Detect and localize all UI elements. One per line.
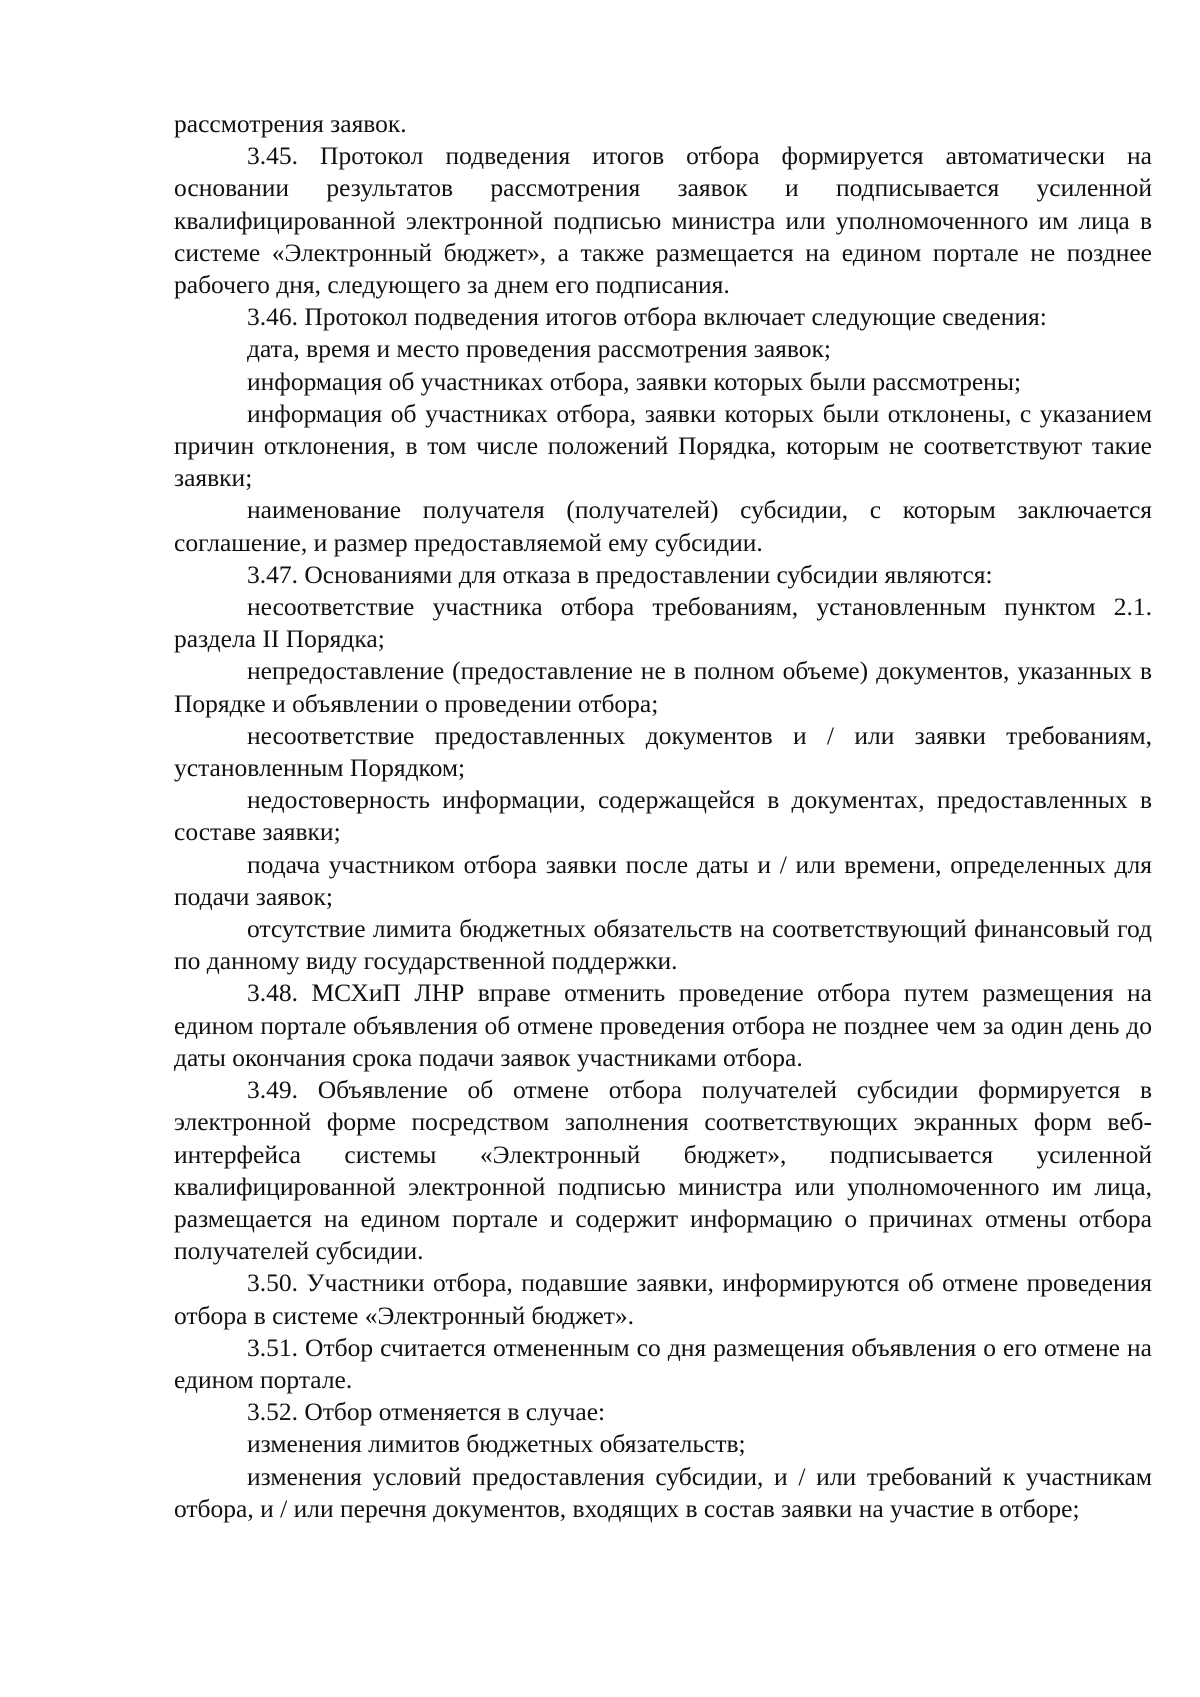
paragraph-continuation: рассмотрения заявок. — [174, 109, 407, 138]
list-item-late-submission: подача участником отбора заявки после даты и / или времени, определенных для подачи заявок; — [174, 849, 1152, 911]
paragraph-3-49: 3.49. Объявление об отмене отбора получателей субсидии формируется в электронной форме посредством заполнения соответствующих экранных форм веб-интерфейса системы «Электронный бюджет», подписывается усиленной квалифицированной электронной подписью министра или уполномоченного им лица, размещается на едином портале и содержит информацию о причинах отмены отбора получателей субсидии. — [174, 1075, 1152, 1266]
paragraph-3-52: 3.52. Отбор отменяется в случае: — [247, 1397, 606, 1427]
list-item-considered-participants: информация об участниках отбора, заявки которых были рассмотрены; — [247, 366, 1022, 396]
paragraph-3-51: 3.51. Отбор считается отмененным со дня размещения объявления о его отмене на едином портале. — [174, 1332, 1152, 1394]
list-item-recipient-name: наименование получателя (получателей) субсидии, с которым заключается соглашение, и размер предоставляемой ему субсидии. — [174, 495, 1152, 557]
list-item-date-time-place: дата, время и место проведения рассмотрения заявок; — [247, 334, 831, 364]
list-item-conditions-change: изменения условий предоставления субсидии, и / или требований к участникам отбора, и / или перечня документов, входящих в состав заявки на участие в отборе; — [174, 1461, 1152, 1523]
paragraph-3-47: 3.47. Основаниями для отказа в предоставлении субсидии являются: — [247, 559, 993, 589]
document-page — [174, 108, 1152, 1525]
paragraph-3-50: 3.50. Участники отбора, подавшие заявки, информируются об отмене проведения отбора в системе «Электронный бюджет». — [174, 1268, 1152, 1330]
list-item-rejected-participants: информация об участниках отбора, заявки которых были отклонены, с указанием причин отклонения, в том числе положений Порядка, которым не соответствуют такие заявки; — [174, 398, 1152, 493]
paragraph-3-46: 3.46. Протокол подведения итогов отбора включает следующие сведения: — [247, 302, 1047, 332]
list-item-documents-not-provided: непредоставление (предоставление не в полном объеме) документов, указанных в Порядке и объявлении о проведении отбора; — [174, 656, 1152, 718]
list-item-budget-limits-change: изменения лимитов бюджетных обязательств; — [247, 1429, 746, 1459]
list-item-unreliable-information: недостоверность информации, содержащейся в документах, предоставленных в составе заявки; — [174, 785, 1152, 847]
paragraph-3-48: 3.48. МСХиП ЛНР вправе отменить проведение отбора путем размещения на едином портале объявления об отмене проведения отбора не позднее чем за один день до даты окончания срока подачи заявок участниками отбора. — [174, 978, 1152, 1072]
paragraph-3-45: 3.45. Протокол подведения итогов отбора формируется автоматически на основании результатов рассмотрения заявок и подписывается усиленной квалифицированной электронной подписью министра или уполномоченного им лица в системе «Электронный бюджет», а также размещается на едином портале не позднее рабочего дня, следующего за днем его подписания. — [174, 141, 1152, 300]
list-item-no-budget-limit: отсутствие лимита бюджетных обязательств на соответствующий финансовый год по данному виду государственной поддержки. — [174, 914, 1152, 976]
list-item-noncompliance-participant: несоответствие участника отбора требованиям, установленным пунктом 2.1. раздела II Порядка; — [174, 592, 1152, 654]
list-item-documents-noncompliance: несоответствие предоставленных документов и / или заявки требованиям, установленным Порядком; — [174, 720, 1152, 783]
